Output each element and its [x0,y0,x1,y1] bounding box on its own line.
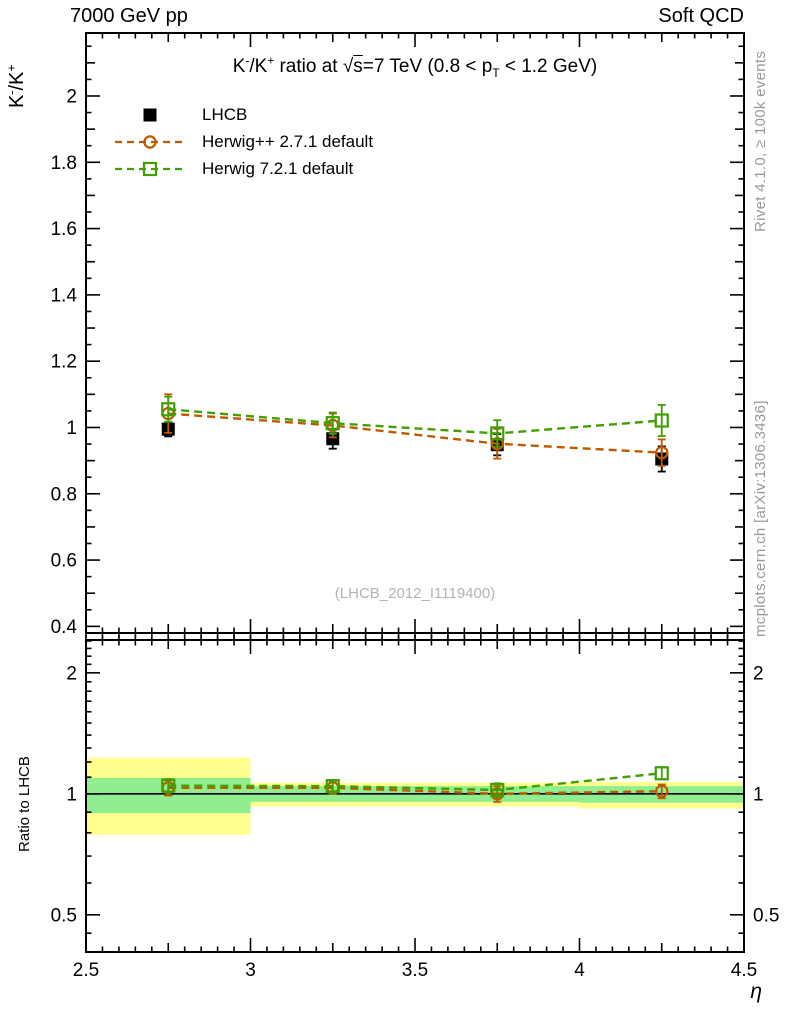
ratio-y-tick-label-right: 2 [753,663,764,685]
ratio-y-tick-label: 1 [66,784,77,806]
series-line [168,414,662,453]
x-tick-label: 2.5 [72,960,100,981]
title-text: ratio at [274,56,343,77]
main-y-tick-label: 0.6 [50,550,77,572]
title-text: /K [249,56,268,77]
legend-label: Herwig++ 2.7.1 default [202,131,374,151]
title-text: < 1.2 GeV) [499,56,598,77]
x-tick-label: 4 [574,960,585,981]
title-text: =7 TeV (0.8 < p [362,56,493,77]
legend-marker [112,104,188,126]
legend-item [112,155,373,182]
x-tick-label: 4.5 [730,960,758,981]
main-y-tick-label: 1.2 [50,351,77,373]
x-axis-label: η [750,980,762,1003]
mcplots-caption: mcplots.cern.ch [arXiv:1306.3436] [752,400,769,637]
process-group-label: Soft QCD [658,5,744,27]
main-y-axis-label: K-/K+ [4,64,28,108]
plot-title [86,56,744,78]
series-line [168,409,662,433]
marker-filled-square [144,108,157,121]
legend-marker [112,158,188,180]
legend-item [112,128,373,155]
sqrt-s: s [353,56,363,77]
main-y-tick-label: 0.8 [50,484,77,506]
ratio-y-tick-label: 2 [66,663,77,685]
legend-label: LHCB [202,104,248,124]
title-text: K [232,56,246,77]
ratio-y-tick-label-right: 0.5 [753,905,780,927]
x-tick-label: 3 [245,960,256,981]
main-y-tick-label: 0.4 [50,616,77,638]
legend-marker [112,131,188,153]
title-sub-pt: T [492,66,500,80]
main-y-tick-label: 1.4 [50,285,77,307]
rivet-version-caption: Rivet 4.1.0, ≥ 100k events [752,50,769,232]
ratio-y-tick-label: 0.5 [50,905,77,927]
beam-energy-label: 7000 GeV pp [70,5,188,27]
legend-item [112,101,373,128]
ratio-y-tick-label-right: 1 [753,784,764,806]
main-y-tick-label: 1.6 [50,219,77,241]
legend-label: Herwig 7.2.1 default [202,158,354,178]
x-tick-label: 3.5 [401,960,429,981]
legend [112,101,373,182]
sqrt-symbol: √ [342,56,354,77]
title-sup-plus: + [267,54,275,68]
ratio-y-axis-label: Ratio to LHCB [16,756,33,852]
main-y-tick-label: 2 [66,86,77,108]
title-sup-minus: - [245,54,250,68]
main-y-tick-label: 1.8 [50,152,77,174]
analysis-watermark: (LHCB_2012_I1119400) [334,585,496,602]
main-y-tick-label: 1 [66,417,77,439]
